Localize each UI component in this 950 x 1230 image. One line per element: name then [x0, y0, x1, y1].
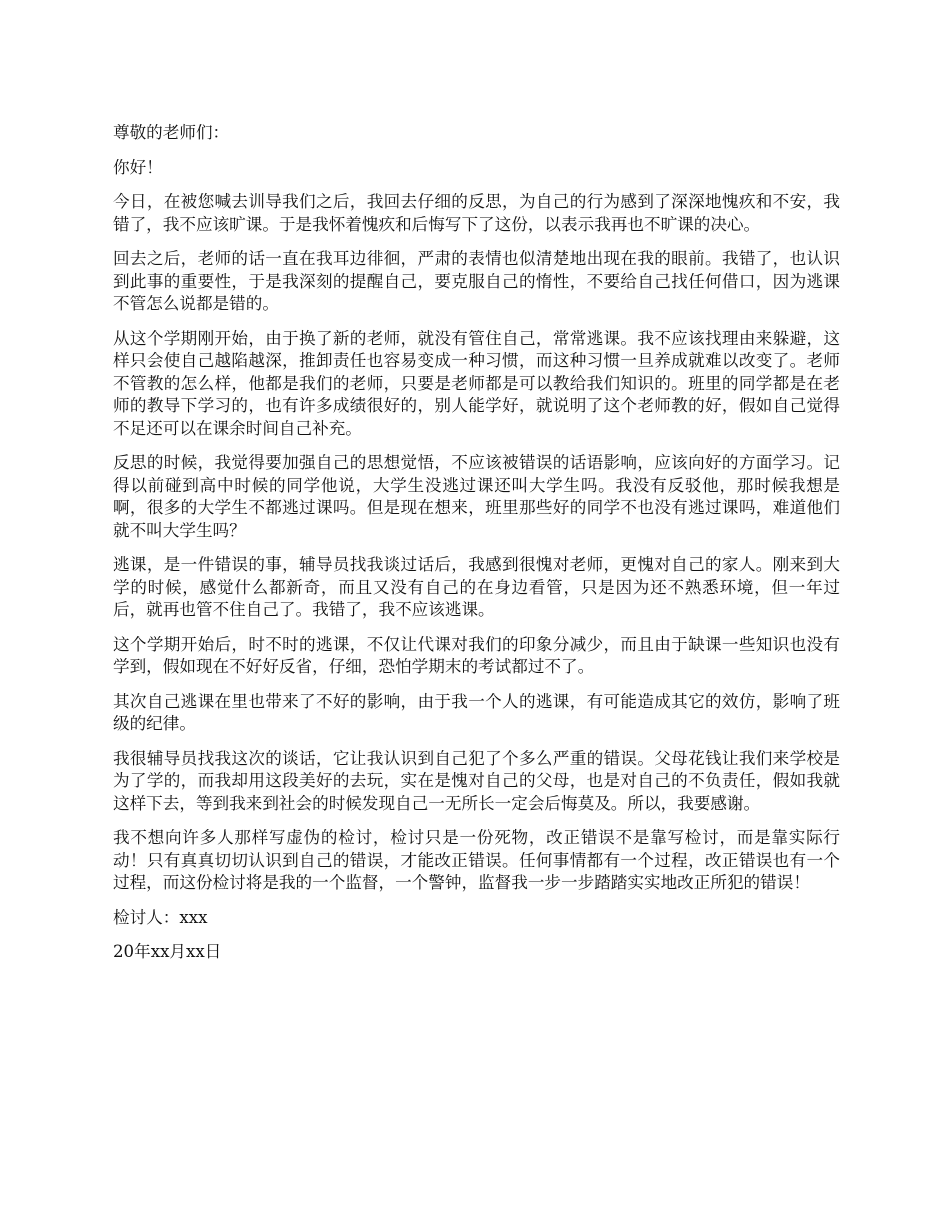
paragraph-8: 我很辅导员找我这次的谈话，它让我认识到自己犯了个多么严重的错误。父母花钱让我们来学校是为了学的，而我却用这段美好的去玩，实在是愧对自己的父母，也是对自己的不负责任，假如我就这样下去，等到我来到社会的时候发现自己一无所长一定会后悔莫及。所以，我要感谢。	[113, 748, 840, 813]
paragraph-7: 其次自己逃课在里也带来了不好的影响，由于我一个人的逃课，有可能造成其它的效仿，影响了班级的纪律。	[113, 691, 840, 733]
paragraph-6: 这个学期开始后，时不时的逃课，不仅让代课对我们的印象分减少，而且由于缺课一些知识也没有学到，假如现在不好好反省，仔细，恐怕学期末的考试都过不了。	[113, 634, 840, 676]
salutation: 尊敬的老师们：	[113, 123, 230, 142]
paragraph-9: 我不想向许多人那样写虚伪的检讨，检讨只是一份死物，改正错误不是靠写检讨，而是靠实际行动！只有真真切切认识到自己的错误，才能改正错误。任何事情都有一个过程，改正错误也有一个过程，而这份检讨将是我的一个监督，一个警钟，监督我一步一步踏踏实实地改正所犯的错误！	[113, 828, 840, 892]
paragraph-2: 回去之后，老师的话一直在我耳边徘徊，严肃的表情也似清楚地出现在我的眼前。我错了，也认识到此事的重要性，于是我深刻的提醒自己，要克服自己的惰性，不要给自己找任何借口，因为逃课不管怎么说都是错的。	[113, 249, 840, 313]
signature: 检讨人：xxx	[113, 907, 208, 927]
paragraph-3: 从这个学期刚开始，由于换了新的老师，就没有管住自己，常常逃课。我不应该找理由来躲避，这样只会使自己越陷越深，推卸责任也容易变成一种习惯，而这种习惯一旦养成就难以改变了。老师不管教的怎么样，他都是我们的老师，只要是老师都是可以教给我们知识的。班里的同学都是在老师的教导下学习的，也有许多成绩很好的，别人能学好，就说明了这个老师教的好，假如自己觉得不足还可以在课余时间自己补充。	[113, 328, 840, 438]
paragraph-5: 逃课，是一件错误的事，辅导员找我谈过话后，我感到很愧对老师，更愧对自己的家人。刚来到大学的时候，感觉什么都新奇，而且又没有自己的在身边看管，只是因为还不熟悉环境，但一年过后，就再也管不住自己了。我错了，我不应该逃课。	[113, 555, 840, 619]
letter-body	[113, 122, 840, 976]
date: 20年xx月xx日	[113, 942, 222, 961]
greeting: 你好！	[113, 157, 163, 177]
paragraph-1: 今日，在被您喊去训导我们之后，我回去仔细的反思，为自己的行为感到了深深地愧疚和不安，我错了，我不应该旷课。于是我怀着愧疚和后悔写下了这份，以表示我再也不旷课的决心。	[113, 192, 840, 234]
paragraph-4: 反思的时候，我觉得要加强自己的思想觉悟，不应该被错误的话语影响，应该向好的方面学习。记得以前碰到高中时候的同学他说，大学生没逃过课还叫大学生吗。我没有反驳他，那时候我想是啊，很多的大学生不都逃过课吗。但是现在想来，班里那些好的同学不也没有逃过课吗，难道他们就不叫大学生吗？	[113, 453, 840, 540]
